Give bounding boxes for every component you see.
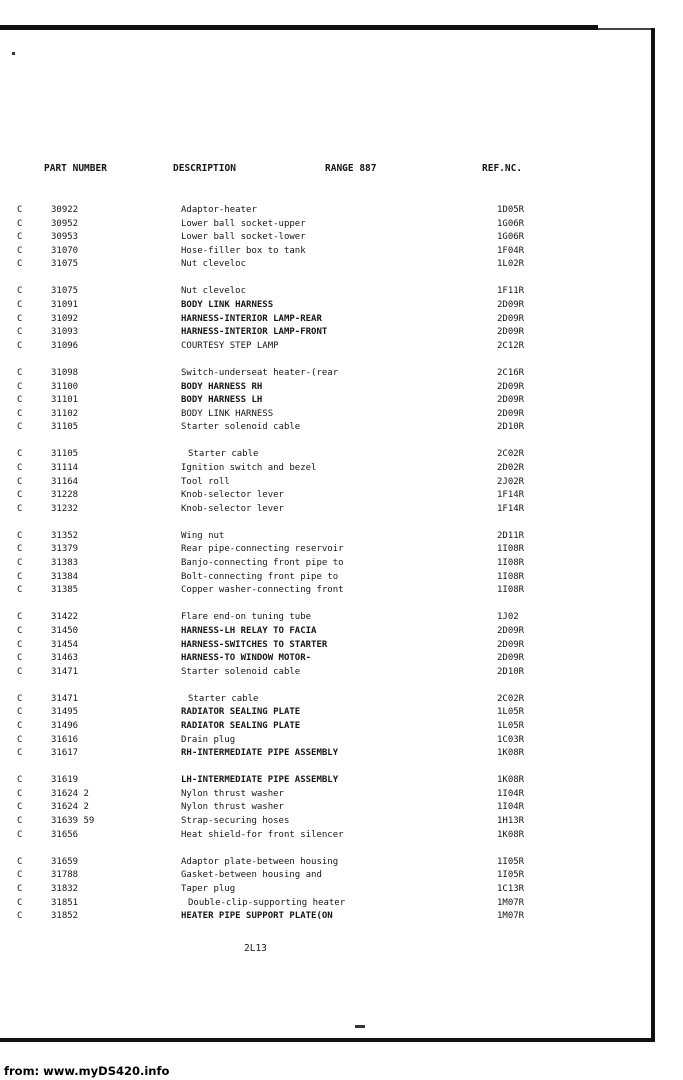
header-range: RANGE 887 <box>325 163 377 174</box>
part-number: 31659 <box>51 856 79 867</box>
row-code: C <box>17 490 23 501</box>
part-description: Nylon thrust washer <box>181 802 284 813</box>
ref-number: 2D09R <box>497 395 525 406</box>
table-row <box>0 489 683 503</box>
row-code: C <box>17 788 23 799</box>
part-description: COURTESY STEP LAMP <box>181 340 279 351</box>
parts-group <box>0 693 683 761</box>
part-description: RADIATOR SEALING PLATE <box>181 721 301 731</box>
ref-number: 1H13R <box>497 816 525 827</box>
part-number: 31098 <box>51 367 79 378</box>
row-code: C <box>17 693 23 704</box>
ref-number: 2D09R <box>497 653 525 664</box>
ref-number: 2D11R <box>497 530 525 541</box>
ref-number: 1C03R <box>497 734 525 745</box>
row-code: C <box>17 666 23 677</box>
part-description: Nut cleveloc <box>181 259 247 270</box>
table-row <box>0 543 683 557</box>
table-row <box>0 856 683 870</box>
row-code: C <box>17 585 23 596</box>
ref-number: 1I08R <box>497 571 525 582</box>
ref-number: 1I04R <box>497 802 525 813</box>
parts-group <box>0 448 683 516</box>
row-code: C <box>17 829 23 840</box>
part-description: Starter solenoid cable <box>181 666 301 677</box>
part-number: 31384 <box>51 571 79 582</box>
table-row <box>0 285 683 299</box>
part-description: Wing nut <box>181 530 225 541</box>
table-row <box>0 557 683 571</box>
ref-number: 2C16R <box>497 367 525 378</box>
parts-group <box>0 856 683 924</box>
table-row <box>0 869 683 883</box>
part-description: Lower ball socket-upper <box>181 218 306 229</box>
row-code: C <box>17 530 23 541</box>
ref-number: 2C02R <box>497 449 525 460</box>
ref-number: 1G06R <box>497 218 525 229</box>
row-code: C <box>17 367 23 378</box>
ref-number: 1F04R <box>497 245 525 256</box>
row-code: C <box>17 422 23 433</box>
parts-group <box>0 611 683 679</box>
part-number: 31832 <box>51 883 79 894</box>
row-code: C <box>17 286 23 297</box>
table-row <box>0 299 683 313</box>
row-code: C <box>17 544 23 555</box>
row-code: C <box>17 558 23 569</box>
table-row <box>0 503 683 517</box>
part-number: 31164 <box>51 476 79 487</box>
part-number: 31656 <box>51 829 79 840</box>
table-row <box>0 462 683 476</box>
scan-speck <box>12 52 15 55</box>
part-number: 30952 <box>51 218 79 229</box>
row-code: C <box>17 463 23 473</box>
parts-group <box>0 367 683 435</box>
row-code: C <box>17 883 23 894</box>
part-description: Nut cleveloc <box>181 286 247 297</box>
part-description: Gasket-between housing and <box>181 870 322 881</box>
part-description: Double-clip-supporting heater <box>188 897 346 908</box>
ref-number: 1F14R <box>497 503 525 514</box>
table-row <box>0 788 683 802</box>
row-code: C <box>17 245 23 256</box>
part-number: 31102 <box>51 408 79 419</box>
ref-number: 1F11R <box>497 286 525 297</box>
table-row <box>0 883 683 897</box>
row-code: C <box>17 612 23 623</box>
row-code: C <box>17 476 23 487</box>
ref-number: 2D10R <box>497 422 525 433</box>
header-description: DESCRIPTION <box>173 163 236 174</box>
part-description: Starter solenoid cable <box>181 422 301 433</box>
part-number: 30922 <box>51 205 79 215</box>
part-number: 31101 <box>51 395 79 406</box>
scan-speck <box>355 1025 365 1028</box>
part-description: Taper plug <box>181 883 236 894</box>
part-number: 31075 <box>51 259 79 270</box>
ref-number: 2D10R <box>497 666 525 677</box>
ref-number: 2D09R <box>497 639 525 650</box>
table-row <box>0 801 683 815</box>
table-row <box>0 584 683 598</box>
part-number: 31100 <box>51 381 79 392</box>
table-row <box>0 204 683 218</box>
part-number: 31070 <box>51 245 79 256</box>
part-number: 31114 <box>51 463 79 473</box>
part-number: 31851 <box>51 897 79 908</box>
part-number: 31105 <box>51 422 79 433</box>
table-row <box>0 652 683 666</box>
row-code: C <box>17 707 23 718</box>
table-row <box>0 258 683 272</box>
ref-number: 2C02R <box>497 693 525 704</box>
table-row <box>0 421 683 435</box>
part-number: 31495 <box>51 707 79 718</box>
ref-number: 1F14R <box>497 490 525 501</box>
part-number: 31096 <box>51 340 79 351</box>
ref-number: 1I05R <box>497 870 525 881</box>
source-footer: from: www.myDS420.info <box>4 1064 170 1078</box>
table-row <box>0 448 683 462</box>
part-description: HARNESS-INTERIOR LAMP-REAR <box>181 313 322 324</box>
row-code: C <box>17 802 23 813</box>
row-code: C <box>17 300 23 311</box>
part-description: Switch-underseat heater-(rear <box>181 367 339 378</box>
ref-number: 1M07R <box>497 911 525 922</box>
part-description: Starter cable <box>188 449 259 460</box>
table-row <box>0 815 683 829</box>
row-code: C <box>17 327 23 338</box>
part-number: 31463 <box>51 653 79 664</box>
part-number: 31619 <box>51 775 79 786</box>
ref-number: 1I08R <box>497 585 525 596</box>
row-code: C <box>17 734 23 745</box>
row-code: C <box>17 653 23 664</box>
part-description: HARNESS-INTERIOR LAMP-FRONT <box>181 327 328 338</box>
ref-number: 2D09R <box>497 300 525 311</box>
table-row <box>0 666 683 680</box>
part-number: 30953 <box>51 232 79 243</box>
ref-number: 2D09R <box>497 313 525 324</box>
part-description: BODY LINK HARNESS <box>181 408 274 419</box>
page-number: 2L13 <box>244 943 267 954</box>
parts-list <box>0 204 683 937</box>
part-description: Adaptor plate-between housing <box>181 856 339 867</box>
part-number: 31624 2 <box>51 788 89 799</box>
row-code: C <box>17 721 23 731</box>
row-code: C <box>17 571 23 582</box>
ref-number: 1K08R <box>497 748 525 759</box>
part-number: 31105 <box>51 449 79 460</box>
ref-number: 2D09R <box>497 327 525 338</box>
parts-group <box>0 204 683 272</box>
part-number: 31624 2 <box>51 802 89 813</box>
part-description: Nylon thrust washer <box>181 788 284 799</box>
part-number: 31450 <box>51 625 79 636</box>
part-number: 31232 <box>51 503 79 514</box>
table-row <box>0 340 683 354</box>
header-ref-no: REF.NC. <box>482 163 523 174</box>
ref-number: 1M07R <box>497 897 525 908</box>
ref-number: 1L05R <box>497 707 525 718</box>
part-description: HARNESS-SWITCHES TO STARTER <box>181 639 328 650</box>
table-row <box>0 897 683 911</box>
part-description: Strap-securing hoses <box>181 816 290 827</box>
table-row <box>0 408 683 422</box>
ref-number: 2C12R <box>497 340 525 351</box>
row-code: C <box>17 816 23 827</box>
parts-group <box>0 774 683 842</box>
table-row <box>0 530 683 544</box>
part-number: 31496 <box>51 721 79 731</box>
row-code: C <box>17 775 23 786</box>
part-number: 31617 <box>51 748 79 759</box>
table-row <box>0 910 683 924</box>
part-description: Knob-selector lever <box>181 490 284 501</box>
table-row <box>0 706 683 720</box>
table-row <box>0 611 683 625</box>
part-description: RADIATOR SEALING PLATE <box>181 707 301 718</box>
row-code: C <box>17 395 23 406</box>
ref-number: 1K08R <box>497 829 525 840</box>
parts-group <box>0 530 683 598</box>
header-part-number: PART NUMBER <box>44 163 107 174</box>
table-row <box>0 313 683 327</box>
part-description: BODY LINK HARNESS <box>181 300 274 311</box>
part-number: 31383 <box>51 558 79 569</box>
ref-number: 2J02R <box>497 476 525 487</box>
table-row <box>0 774 683 788</box>
part-description: Drain plug <box>181 734 236 745</box>
ref-number: 1I08R <box>497 544 525 555</box>
part-number: 31352 <box>51 530 79 541</box>
part-number: 31616 <box>51 734 79 745</box>
row-code: C <box>17 748 23 759</box>
table-row <box>0 720 683 734</box>
part-number: 31454 <box>51 639 79 650</box>
part-description: Starter cable <box>188 693 259 704</box>
row-code: C <box>17 381 23 392</box>
ref-number: 2D09R <box>497 408 525 419</box>
part-number: 31385 <box>51 585 79 596</box>
row-code: C <box>17 639 23 650</box>
table-row <box>0 218 683 232</box>
table-row <box>0 829 683 843</box>
table-row <box>0 734 683 748</box>
table-row <box>0 394 683 408</box>
ref-number: 1D05R <box>497 205 525 215</box>
part-description: Adaptor-heater <box>181 205 257 215</box>
row-code: C <box>17 503 23 514</box>
table-row <box>0 381 683 395</box>
column-headers <box>0 163 683 177</box>
row-code: C <box>17 449 23 460</box>
table-row <box>0 476 683 490</box>
table-row <box>0 367 683 381</box>
part-description: Knob-selector lever <box>181 503 284 514</box>
table-row <box>0 571 683 585</box>
row-code: C <box>17 911 23 922</box>
part-number: 31092 <box>51 313 79 324</box>
part-number: 31075 <box>51 286 79 297</box>
row-code: C <box>17 408 23 419</box>
part-description: Lower ball socket-lower <box>181 232 306 243</box>
table-row <box>0 625 683 639</box>
part-number: 31422 <box>51 612 79 623</box>
ref-number: 2D09R <box>497 381 525 392</box>
ref-number: 1K08R <box>497 775 525 786</box>
table-row <box>0 639 683 653</box>
row-code: C <box>17 313 23 324</box>
ref-number: 1L02R <box>497 259 525 270</box>
row-code: C <box>17 232 23 243</box>
parts-group <box>0 285 683 353</box>
part-description: BODY HARNESS RH <box>181 381 263 392</box>
ref-number: 1I05R <box>497 856 525 867</box>
table-row <box>0 326 683 340</box>
ref-number: 1C13R <box>497 883 525 894</box>
part-description: Banjo-connecting front pipe to <box>181 558 344 569</box>
page-border-top <box>0 25 598 30</box>
part-description: LH-INTERMEDIATE PIPE ASSEMBLY <box>181 775 339 786</box>
part-number: 31639 59 <box>51 816 95 827</box>
table-row <box>0 245 683 259</box>
part-number: 31471 <box>51 693 79 704</box>
part-description: HEATER PIPE SUPPORT PLATE(ON <box>181 911 333 922</box>
part-description: BODY HARNESS LH <box>181 395 263 406</box>
table-row <box>0 693 683 707</box>
part-number: 31379 <box>51 544 79 555</box>
row-code: C <box>17 340 23 351</box>
part-description: Bolt-connecting front pipe to <box>181 571 339 582</box>
part-description: Rear pipe-connecting reservoir <box>181 544 344 555</box>
part-description: Heat shield-for front silencer <box>181 829 344 840</box>
row-code: C <box>17 870 23 881</box>
part-number: 31091 <box>51 300 79 311</box>
part-number: 31093 <box>51 327 79 338</box>
ref-number: 2D02R <box>497 463 525 473</box>
table-row <box>0 747 683 761</box>
ref-number: 1I08R <box>497 558 525 569</box>
part-description: HARNESS-TO WINDOW MOTOR- <box>181 653 312 664</box>
part-description: RH-INTERMEDIATE PIPE ASSEMBLY <box>181 748 339 759</box>
part-description: Ignition switch and bezel <box>181 463 317 473</box>
page-border-top-tail <box>598 28 655 30</box>
row-code: C <box>17 897 23 908</box>
row-code: C <box>17 856 23 867</box>
part-number: 31228 <box>51 490 79 501</box>
row-code: C <box>17 259 23 270</box>
part-description: Hose-filler box to tank <box>181 245 306 256</box>
row-code: C <box>17 205 23 215</box>
ref-number: 1I04R <box>497 788 525 799</box>
part-description: Tool roll <box>181 476 230 487</box>
part-number: 31852 <box>51 911 79 922</box>
row-code: C <box>17 218 23 229</box>
row-code: C <box>17 625 23 636</box>
ref-number: 2D09R <box>497 625 525 636</box>
part-number: 31471 <box>51 666 79 677</box>
part-description: HARNESS-LH RELAY TO FACIA <box>181 625 317 636</box>
part-description: Copper washer-connecting front <box>181 585 344 596</box>
ref-number: 1L05R <box>497 721 525 731</box>
table-row <box>0 231 683 245</box>
part-number: 31788 <box>51 870 79 881</box>
ref-number: 1G06R <box>497 232 525 243</box>
part-description: Flare end-on tuning tube <box>181 612 312 623</box>
page-border-bottom <box>0 1038 655 1042</box>
ref-number: 1J02 <box>497 612 519 623</box>
